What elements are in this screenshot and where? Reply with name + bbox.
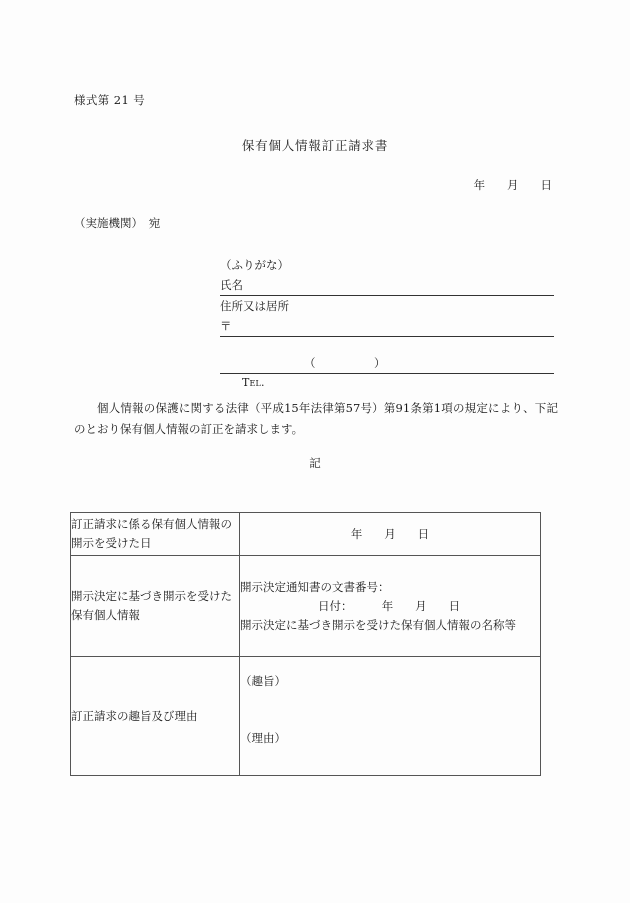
legal-statement: 個人情報の保護に関する法律（平成15年法律第57号）第91条第1項の規定により、下記のとおり保有個人情報の訂正を請求します。 — [74, 401, 558, 436]
row-label-disclosure-date: 訂正請求に係る保有個人情報の開示を受けた日 — [71, 513, 240, 556]
row-label-purpose-reason: 訂正請求の趣旨及び理由 — [71, 657, 240, 776]
purpose-write-space[interactable] — [240, 691, 540, 729]
address-write-space[interactable] — [220, 337, 554, 354]
recipient-line: （実施機関） 宛 — [74, 216, 161, 230]
form-number: 様式第 21 号 — [74, 93, 146, 107]
tel-field[interactable] — [220, 354, 554, 389]
reason-write-space[interactable] — [240, 748, 540, 760]
row-value-disclosed-info[interactable] — [240, 556, 541, 657]
table-row — [71, 513, 541, 556]
row-value-purpose-reason[interactable] — [240, 657, 541, 776]
purpose-label: （趣旨） — [240, 674, 286, 688]
document-number-line: 開示決定通知書の文書番号： — [240, 579, 390, 594]
document-date-line: 日付： 年 月 日 — [318, 598, 461, 613]
furigana-label: （ふりがな） — [220, 258, 289, 272]
submission-date-line: 年 月 日 — [473, 178, 552, 192]
tel-parens: （ ） — [304, 356, 386, 370]
row-value-disclosure-date[interactable]: 年 月 日 — [240, 513, 541, 556]
row-label-disclosed-info: 開示決定に基づき開示を受けた保有個人情報 — [71, 556, 240, 657]
information-name-line: 開示決定に基づき開示を受けた保有個人情報の名称等 — [240, 617, 516, 632]
ki-marker: 記 — [309, 456, 321, 470]
name-field[interactable]: 氏名 — [220, 275, 554, 296]
request-details-table — [70, 512, 541, 776]
table-row — [71, 556, 541, 657]
address-label: 住所又は居所 — [220, 299, 289, 313]
postal-code-field[interactable]: 〒 — [220, 316, 554, 337]
page-title: 保有個人情報訂正請求書 — [241, 138, 389, 153]
applicant-block — [220, 255, 554, 389]
reason-label: （理由） — [240, 731, 286, 745]
table-row — [71, 657, 541, 776]
tel-label: Tel. — [241, 376, 265, 389]
